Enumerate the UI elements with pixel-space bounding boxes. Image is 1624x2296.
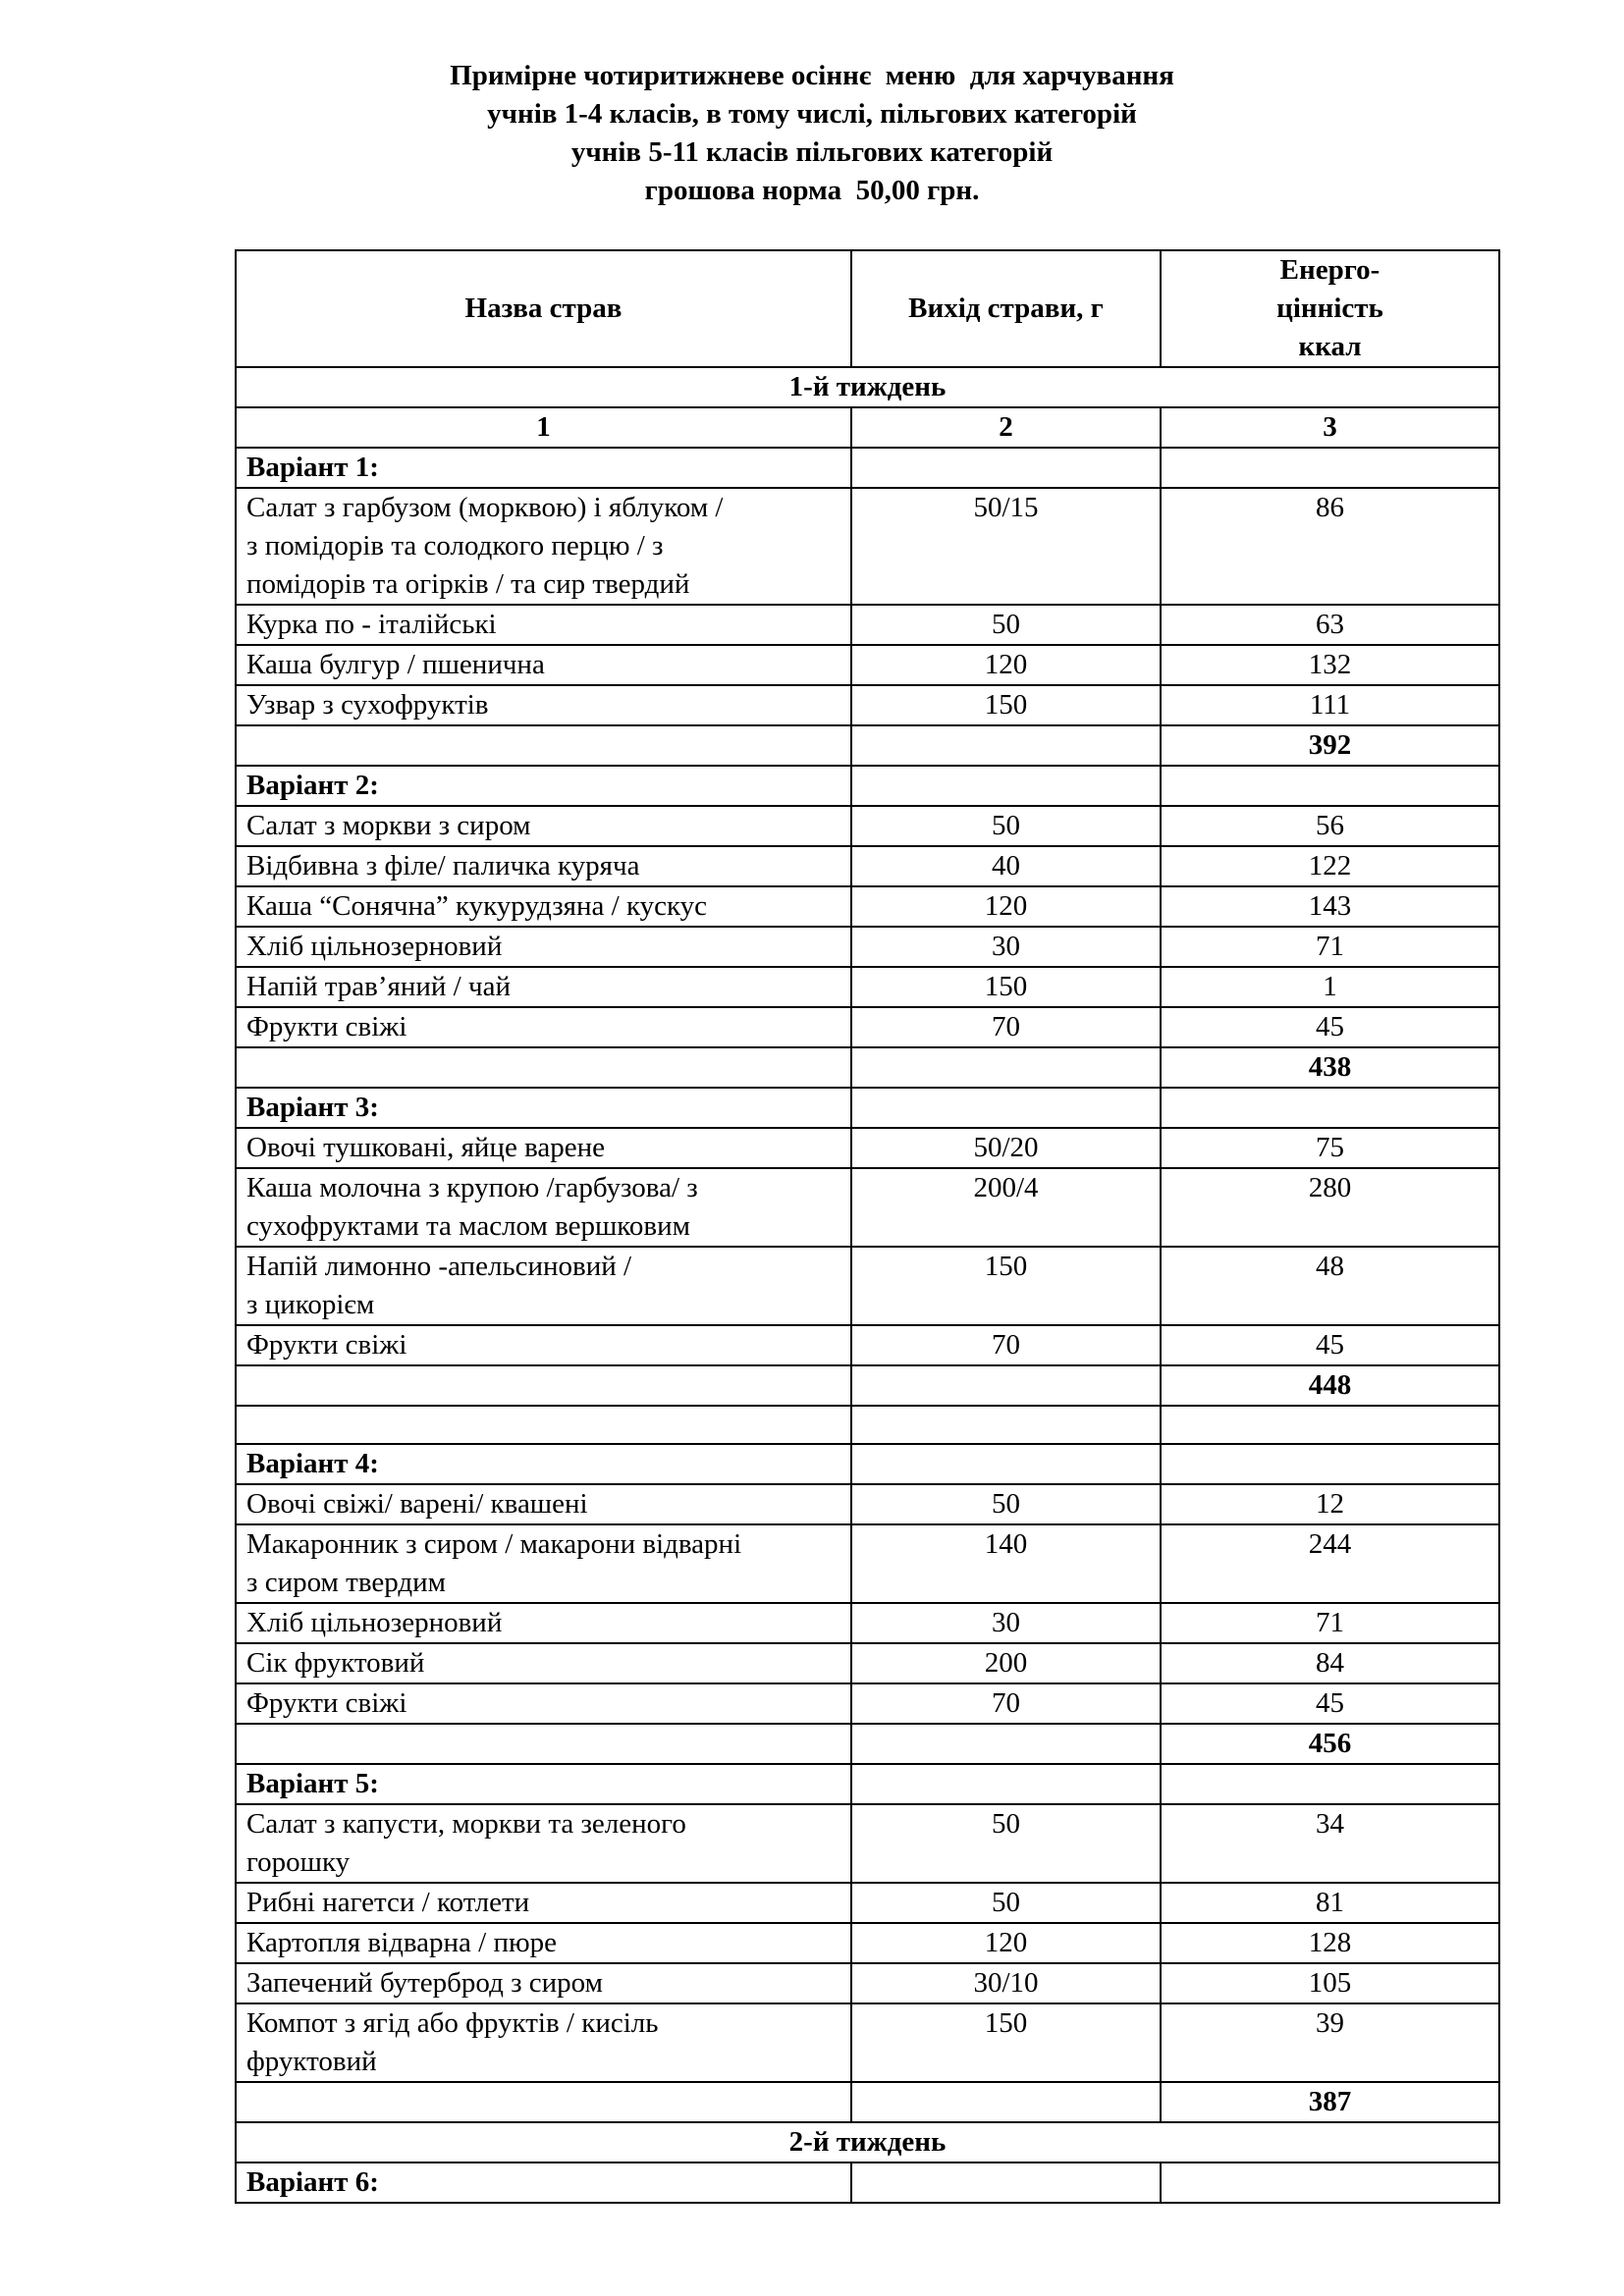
empty-cell — [851, 1444, 1161, 1484]
variant-label-row — [236, 766, 1499, 806]
table-row — [236, 1247, 1499, 1325]
column-number-3: 3 — [1161, 407, 1499, 448]
table-header-row — [236, 250, 1499, 367]
empty-cell — [851, 1088, 1161, 1128]
empty-cell — [236, 1724, 851, 1764]
dish-name: Фрукти свіжі — [236, 1325, 851, 1365]
empty-cell — [1161, 448, 1499, 488]
empty-cell — [851, 2163, 1161, 2203]
variant-label: Варіант 2: — [236, 766, 851, 806]
dish-portion: 120 — [851, 886, 1161, 927]
dish-energy: 128 — [1161, 1923, 1499, 1963]
blank-row — [236, 1406, 1499, 1444]
dish-energy: 143 — [1161, 886, 1499, 927]
table-row — [236, 1643, 1499, 1683]
dish-energy: 39 — [1161, 2003, 1499, 2082]
table-row — [236, 1963, 1499, 2003]
variant-total-row — [236, 725, 1499, 766]
empty-cell — [1161, 766, 1499, 806]
variant-label: Варіант 3: — [236, 1088, 851, 1128]
dish-energy: 75 — [1161, 1128, 1499, 1168]
dish-energy: 71 — [1161, 1603, 1499, 1643]
dish-energy: 45 — [1161, 1007, 1499, 1047]
table-row — [236, 1923, 1499, 1963]
column-numbers-row — [236, 407, 1499, 448]
menu-table — [235, 249, 1500, 2204]
variant-label: Варіант 6: — [236, 2163, 851, 2203]
dish-energy: 56 — [1161, 806, 1499, 846]
dish-name: Напій трав’яний / чай — [236, 967, 851, 1007]
dish-energy: 45 — [1161, 1325, 1499, 1365]
column-number-1: 1 — [236, 407, 851, 448]
dish-portion: 50 — [851, 605, 1161, 645]
dish-energy: 86 — [1161, 488, 1499, 605]
dish-name: Компот з ягід або фруктів / кисіль фруктовий — [236, 2003, 851, 2082]
empty-cell — [851, 1406, 1161, 1444]
empty-cell — [851, 448, 1161, 488]
dish-portion: 50 — [851, 806, 1161, 846]
dish-name: Напій лимонно -апельсиновий / з цикорієм — [236, 1247, 851, 1325]
week-2-row — [236, 2122, 1499, 2163]
variant-total-energy: 448 — [1161, 1365, 1499, 1406]
dish-energy: 122 — [1161, 846, 1499, 886]
variant-label-row — [236, 1444, 1499, 1484]
dish-name: Каша булгур / пшенична — [236, 645, 851, 685]
dish-name: Каша “Сонячна” кукурудзяна / кускус — [236, 886, 851, 927]
table-row — [236, 645, 1499, 685]
variant-label: Варіант 4: — [236, 1444, 851, 1484]
dish-portion: 50 — [851, 1804, 1161, 1883]
variant-total-row — [236, 1724, 1499, 1764]
dish-name: Картопля відварна / пюре — [236, 1923, 851, 1963]
column-header-energy: Енерго- цінність ккал — [1161, 250, 1499, 367]
variant-total-energy: 456 — [1161, 1724, 1499, 1764]
table-row — [236, 927, 1499, 967]
variant-label: Варіант 5: — [236, 1764, 851, 1804]
dish-portion: 70 — [851, 1325, 1161, 1365]
variant-total-energy: 387 — [1161, 2082, 1499, 2122]
variant-label-row — [236, 448, 1499, 488]
dish-name: Запечений бутерброд з сиром — [236, 1963, 851, 2003]
dish-name: Салат з гарбузом (морквою) і яблуком / з помідорів та солодкого перцю / з помідорів та огірків / та сир твердий — [236, 488, 851, 605]
week-1-row — [236, 367, 1499, 407]
variant-total-row — [236, 1365, 1499, 1406]
dish-energy: 71 — [1161, 927, 1499, 967]
dish-name: Салат з капусти, моркви та зеленого горошку — [236, 1804, 851, 1883]
dish-energy: 1 — [1161, 967, 1499, 1007]
title-line-3: учнів 5-11 класів пільгових категорій — [570, 136, 1054, 168]
dish-name: Узвар з сухофруктів — [236, 685, 851, 725]
column-number-2: 2 — [851, 407, 1161, 448]
empty-cell — [851, 1365, 1161, 1406]
dish-portion: 50/15 — [851, 488, 1161, 605]
dish-name: Фрукти свіжі — [236, 1007, 851, 1047]
empty-cell — [1161, 2163, 1499, 2203]
table-row — [236, 2003, 1499, 2082]
dish-name: Хліб цільнозерновий — [236, 927, 851, 967]
empty-cell — [236, 725, 851, 766]
empty-cell — [236, 1406, 851, 1444]
variant-label: Варіант 1: — [236, 448, 851, 488]
week-2-label: 2-й тиждень — [236, 2122, 1499, 2163]
dish-name: Відбивна з філе/ паличка куряча — [236, 846, 851, 886]
dish-energy: 111 — [1161, 685, 1499, 725]
column-header-dish-name: Назва страв — [236, 250, 851, 367]
empty-cell — [851, 2082, 1161, 2122]
dish-energy: 63 — [1161, 605, 1499, 645]
dish-energy: 34 — [1161, 1804, 1499, 1883]
dish-energy: 84 — [1161, 1643, 1499, 1683]
dish-portion: 200 — [851, 1643, 1161, 1683]
table-row — [236, 488, 1499, 605]
variant-total-energy: 392 — [1161, 725, 1499, 766]
dish-name: Хліб цільнозерновий — [236, 1603, 851, 1643]
dish-energy: 132 — [1161, 645, 1499, 685]
table-row — [236, 806, 1499, 846]
table-row — [236, 1007, 1499, 1047]
empty-cell — [851, 766, 1161, 806]
dish-portion: 150 — [851, 685, 1161, 725]
table-row — [236, 846, 1499, 886]
dish-portion: 150 — [851, 2003, 1161, 2082]
table-row — [236, 1603, 1499, 1643]
title-line-1: Примірне чотиритижневе осіннє меню для харчування — [450, 60, 1174, 91]
empty-cell — [851, 1724, 1161, 1764]
dish-portion: 40 — [851, 846, 1161, 886]
variant-total-row — [236, 2082, 1499, 2122]
title-line-2: учнів 1-4 класів, в тому числі, пільгових категорій — [487, 98, 1137, 130]
table-row — [236, 967, 1499, 1007]
dish-portion: 150 — [851, 1247, 1161, 1325]
dish-portion: 50 — [851, 1484, 1161, 1524]
dish-name: Овочі свіжі/ варені/ квашені — [236, 1484, 851, 1524]
dish-name: Овочі тушковані, яйце варене — [236, 1128, 851, 1168]
dish-portion: 200/4 — [851, 1168, 1161, 1247]
table-row — [236, 605, 1499, 645]
empty-cell — [236, 1047, 851, 1088]
dish-portion: 70 — [851, 1007, 1161, 1047]
empty-cell — [851, 1764, 1161, 1804]
empty-cell — [236, 1365, 851, 1406]
variant-label-row — [236, 1764, 1499, 1804]
dish-portion: 150 — [851, 967, 1161, 1007]
table-row — [236, 1883, 1499, 1923]
dish-name: Макаронник з сиром / макарони відварні з сиром твердим — [236, 1524, 851, 1603]
dish-name: Сік фруктовий — [236, 1643, 851, 1683]
table-row — [236, 1325, 1499, 1365]
dish-energy: 244 — [1161, 1524, 1499, 1603]
dish-energy: 48 — [1161, 1247, 1499, 1325]
table-row — [236, 1128, 1499, 1168]
table-row — [236, 1804, 1499, 1883]
column-header-portion: Вихід страви, г — [851, 250, 1161, 367]
empty-cell — [851, 725, 1161, 766]
dish-energy: 45 — [1161, 1683, 1499, 1724]
dish-name: Рибні нагетси / котлети — [236, 1883, 851, 1923]
dish-name: Салат з моркви з сиром — [236, 806, 851, 846]
document-title — [0, 57, 1624, 210]
dish-name: Каша молочна з крупою /гарбузова/ з сухофруктами та маслом вершковим — [236, 1168, 851, 1247]
dish-energy: 12 — [1161, 1484, 1499, 1524]
dish-portion: 120 — [851, 1923, 1161, 1963]
dish-energy: 105 — [1161, 1963, 1499, 2003]
dish-portion: 30/10 — [851, 1963, 1161, 2003]
empty-cell — [236, 2082, 851, 2122]
table-row — [236, 1484, 1499, 1524]
empty-cell — [1161, 1406, 1499, 1444]
week-1-label: 1-й тиждень — [236, 367, 1499, 407]
empty-cell — [851, 1047, 1161, 1088]
variant-total-energy: 438 — [1161, 1047, 1499, 1088]
dish-portion: 50 — [851, 1883, 1161, 1923]
dish-portion: 140 — [851, 1524, 1161, 1603]
dish-portion: 30 — [851, 927, 1161, 967]
title-line-4: грошова норма 50,00 грн. — [644, 175, 980, 206]
table-row — [236, 1168, 1499, 1247]
dish-energy: 81 — [1161, 1883, 1499, 1923]
dish-name: Курка по - італійські — [236, 605, 851, 645]
empty-cell — [1161, 1444, 1499, 1484]
table-row — [236, 886, 1499, 927]
dish-name: Фрукти свіжі — [236, 1683, 851, 1724]
table-row — [236, 1524, 1499, 1603]
variant-label-row — [236, 2163, 1499, 2203]
empty-cell — [1161, 1088, 1499, 1128]
dish-portion: 120 — [851, 645, 1161, 685]
dish-energy: 280 — [1161, 1168, 1499, 1247]
dish-portion: 70 — [851, 1683, 1161, 1724]
table-row — [236, 685, 1499, 725]
variant-total-row — [236, 1047, 1499, 1088]
dish-portion: 30 — [851, 1603, 1161, 1643]
empty-cell — [1161, 1764, 1499, 1804]
variant-label-row — [236, 1088, 1499, 1128]
table-row — [236, 1683, 1499, 1724]
dish-portion: 50/20 — [851, 1128, 1161, 1168]
